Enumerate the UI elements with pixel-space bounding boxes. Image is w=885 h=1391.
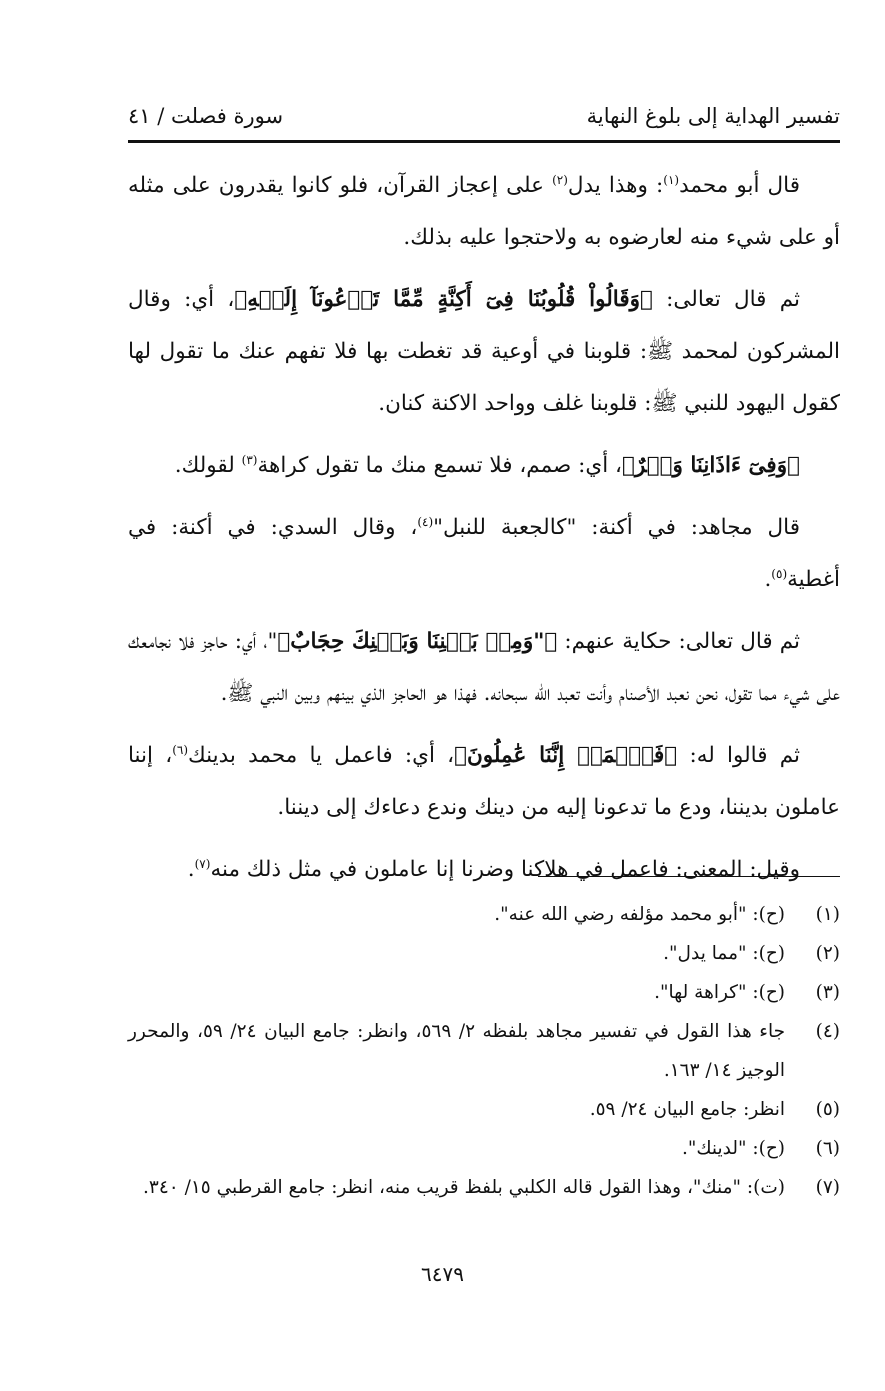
paragraph-2: [128, 274, 840, 430]
footnote-rule: [538, 876, 840, 877]
text-span: ثم قالوا له:: [677, 743, 801, 768]
text-span: ثم قال تعالى: حكاية عنهم:: [557, 629, 801, 654]
text-span: قال مجاهد: في أكنة: "كالجعبة للنبل": [433, 515, 800, 540]
footnote-text: (ت): "منك"، وهذا القول قاله الكلبي بلفظ قريب منه، انظر: جامع القرطبي ١٥/ ٣٤٠.: [143, 1177, 785, 1198]
text-span: على إعجاز القرآن، فلو كانوا يقدرون على مثله أو على شيء منه لعارضوه به ولاحتجوا عليه بذلك.: [128, 173, 840, 250]
page-number: ٦٤٧٩: [421, 1262, 464, 1286]
footnote-item: [128, 1129, 840, 1168]
text-span: وقيل: المعنى: فاعمل في هلاكنا وضرنا إنا عاملون في مثل ذلك منه: [210, 857, 800, 882]
footnote-number: (٦): [815, 1138, 840, 1159]
text-span: ثم قال تعالى:: [652, 287, 800, 312]
footnote-number: (٤): [815, 1021, 840, 1042]
header-rule: [128, 140, 840, 143]
footnote-number: (١): [815, 904, 840, 925]
quran-verse: ﴿وَفِىٓ ءَاذَانِنَا وَقۡرٌ﴾: [621, 453, 800, 478]
footnote-marker: (٦): [172, 742, 189, 757]
paragraph-3: [128, 440, 840, 492]
paragraph-4: [128, 502, 840, 606]
paragraph-7: [128, 844, 840, 896]
main-text: [128, 160, 840, 906]
footnote-text: جاء هذا القول في تفسير مجاهد بلفظه ٢/ ٥٦٩، وانظر: جامع البيان ٢٤/ ٥٩، والمحرر الوجيز ١٤/ ١٦٣.: [128, 1021, 786, 1081]
surah-label: سورة فصلت / ٤١: [128, 104, 284, 128]
footnote-item: [128, 934, 840, 973]
footnotes: [128, 895, 840, 1207]
quran-verse: ﴿فَٱعۡمَلۡ إِنَّنَا عَٰمِلُونَ﴾: [454, 743, 678, 768]
text-span: ، إننا عاملون بديننا، ودع ما تدعونا إليه من دينك وندع دعاءك إلى ديننا.: [128, 743, 840, 820]
footnote-item: [128, 973, 840, 1012]
footnote-text: (ح): "أبو محمد مؤلفه رضي الله عنه".: [494, 904, 785, 925]
footnote-item: [128, 1168, 840, 1207]
running-header: [128, 88, 840, 128]
text-span: "، أي: حاجز فلا نجامعك على شيء مما تقول، نحن نعبد الأصنام وأنت تعبد الله سبحانه. فهذا هو الحاجز الذي بينهم وبين النبي ﷺ.: [128, 629, 840, 706]
footnote-item: [128, 1012, 840, 1090]
text-span: ، أي: وقال المشركون لمحمد ﷺ: قلوبنا في أوعية قد تغطت بها فلا تفهم عنك ما تقول لها كقول اليهود للنبي ﷺ: قلوبنا غلف وواحد الاكنة كنان.: [128, 287, 840, 416]
footnote-marker: (١): [663, 172, 680, 187]
book-title: تفسير الهداية إلى بلوغ النهاية: [586, 104, 840, 128]
footnote-marker: (٢): [552, 172, 568, 187]
footnote-item: [128, 895, 840, 934]
footnote-number: (٢): [815, 943, 840, 964]
footnote-text: (ح): "كراهة لها".: [654, 982, 785, 1003]
text-span: ، أي: صمم، فلا تسمع منك ما تقول كراهة: [257, 453, 622, 478]
footnote-marker: (٧): [194, 856, 211, 871]
text-span: ، أي: فاعمل يا محمد بدينك: [188, 743, 455, 768]
paragraph-6: [128, 730, 840, 834]
footnote-number: (٧): [815, 1177, 840, 1198]
text-span: لقولك.: [174, 453, 242, 478]
footnote-number: (٣): [815, 982, 840, 1003]
paragraph-1: [128, 160, 840, 264]
footnote-text: (ح): "مما يدل".: [663, 943, 785, 964]
footnote-item: [128, 1090, 840, 1129]
quran-verse: ﴿"وَمِنۢ بَيۡنِنَا وَبَيۡنِكَ حِجَابٌ﴾: [277, 629, 558, 654]
text-span: ، وقال السدي: في أكنة: في أغطية: [128, 515, 840, 592]
footnote-text: انظر: جامع البيان ٢٤/ ٥٩.: [589, 1099, 785, 1120]
footnote-marker: (٣): [241, 452, 258, 467]
text-span: .: [187, 857, 195, 882]
text-span: قال أبو محمد: [679, 173, 800, 198]
footnote-text: (ح): "لدينك".: [681, 1138, 785, 1159]
footnote-marker: (٤): [417, 514, 434, 529]
footnote-marker: (٥): [771, 566, 788, 581]
text-span: : وهذا يدل: [567, 173, 664, 198]
paragraph-5: [128, 616, 840, 720]
text-span: .: [764, 567, 772, 592]
footnote-number: (٥): [815, 1099, 840, 1120]
quran-verse: ﴿وَقَالُواْ قُلُوبُنَا فِىٓ أَكِنَّةٍ مِّمَّا تَدۡعُونَآ إِلَيۡهِ﴾: [234, 287, 653, 312]
